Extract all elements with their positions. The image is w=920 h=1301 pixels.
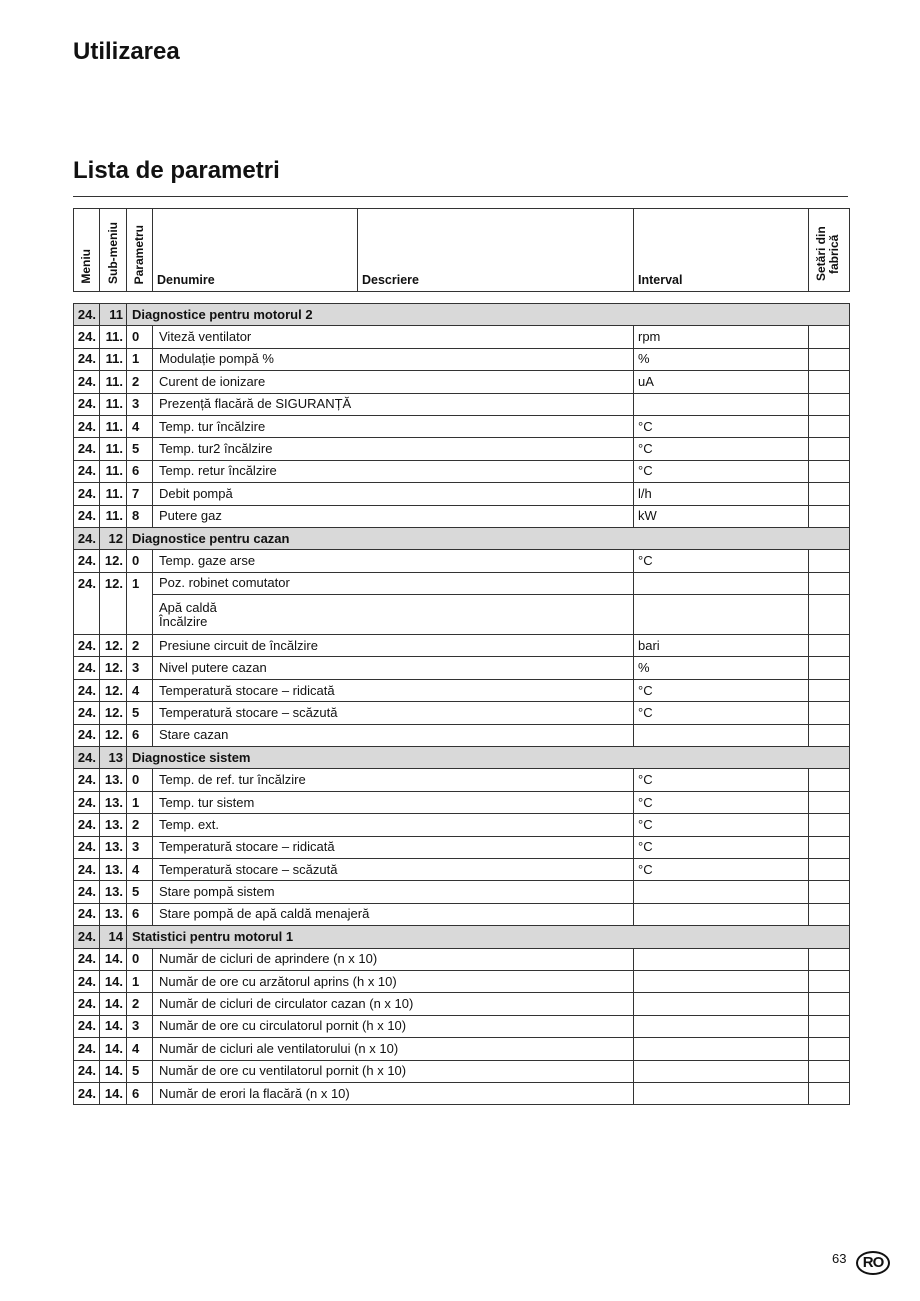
menu-cell: 24. [74,858,100,880]
param-cell: 6 [127,903,153,925]
menu-cell: 24. [74,881,100,903]
menu-cell: 24. [74,438,100,460]
interval-cell: bari [634,635,809,657]
table-row [74,348,850,370]
menu-cell: 24. [74,348,100,370]
submenu-cell: 13. [100,881,127,903]
table-row [74,1038,850,1060]
table-row [74,769,850,791]
menu-cell: 24. [74,702,100,724]
factory-setting-cell [809,371,850,393]
name-cell: Număr de cicluri de circulator cazan (n x 10) [153,993,634,1015]
name-cell: Număr de cicluri de aprindere (n x 10) [153,948,634,970]
table-row [74,1015,850,1037]
name-cell: Poz. robinet comutator [153,572,634,594]
interval-cell [634,572,809,594]
menu-cell: 24. [74,948,100,970]
menu-cell: 24. [74,393,100,415]
factory-setting-cell [809,572,850,594]
param-cell [127,595,153,635]
submenu-cell: 11. [100,505,127,527]
group-row [74,304,850,326]
menu-cell: 24. [74,1082,100,1104]
factory-setting-cell [809,635,850,657]
menu-cell: 24. [74,926,100,948]
submenu-cell: 13. [100,836,127,858]
table-row [74,393,850,415]
menu-cell: 24. [74,1015,100,1037]
table-row [74,970,850,992]
param-cell: 4 [127,415,153,437]
name-cell: Debit pompă [153,483,634,505]
factory-setting-cell [809,993,850,1015]
menu-cell: 24. [74,769,100,791]
name-cell: Nivel putere cazan [153,657,634,679]
header-param [127,209,153,292]
param-cell: 1 [127,572,153,594]
submenu-cell: 11 [100,304,127,326]
header-desc: Descriere [358,209,634,292]
interval-cell: °C [634,679,809,701]
param-cell: 4 [127,679,153,701]
table-row [74,595,850,635]
name-cell: Număr de ore cu ventilatorul pornit (h x 10) [153,1060,634,1082]
section-title: Utilizarea [73,38,180,65]
table-row [74,460,850,482]
table-row [74,371,850,393]
interval-cell: uA [634,371,809,393]
table-row [74,679,850,701]
interval-cell [634,903,809,925]
interval-cell: °C [634,858,809,880]
param-cell: 8 [127,505,153,527]
submenu-cell: 14. [100,1082,127,1104]
menu-cell: 24. [74,371,100,393]
param-cell: 0 [127,550,153,572]
submenu-cell: 11. [100,415,127,437]
group-title: Diagnostice pentru motorul 2 [127,304,850,326]
header-factory [809,209,850,292]
factory-setting-cell [809,1060,850,1082]
name-cell: Temperatură stocare – ridicată [153,679,634,701]
name-cell: Temp. ext. [153,814,634,836]
factory-setting-cell [809,595,850,635]
group-title: Diagnostice pentru cazan [127,527,850,549]
menu-cell: 24. [74,993,100,1015]
menu-cell: 24. [74,791,100,813]
menu-cell: 24. [74,304,100,326]
param-cell: 2 [127,635,153,657]
table-row [74,903,850,925]
param-cell: 1 [127,348,153,370]
interval-cell: °C [634,415,809,437]
submenu-cell: 13. [100,791,127,813]
interval-cell: kW [634,505,809,527]
factory-setting-cell [809,970,850,992]
name-cell: Număr de ore cu arzătorul aprins (h x 10) [153,970,634,992]
interval-cell [634,1038,809,1060]
menu-cell: 24. [74,724,100,746]
menu-cell: 24. [74,483,100,505]
name-cell: Temperatură stocare – scăzută [153,858,634,880]
menu-cell: 24. [74,1038,100,1060]
param-cell: 2 [127,814,153,836]
interval-cell: °C [634,769,809,791]
header-factory-label: Setări din fabrică [814,226,841,282]
table-row [74,635,850,657]
table-row [74,1082,850,1104]
factory-setting-cell [809,858,850,880]
factory-setting-cell [809,348,850,370]
group-row [74,747,850,769]
param-cell: 5 [127,438,153,460]
group-row [74,527,850,549]
name-cell: Putere gaz [153,505,634,527]
factory-setting-cell [809,769,850,791]
name-cell: Temp. de ref. tur încălzire [153,769,634,791]
factory-setting-cell [809,791,850,813]
menu-cell: 24. [74,970,100,992]
factory-setting-cell [809,836,850,858]
interval-cell: °C [634,791,809,813]
table-row [74,814,850,836]
name-cell: Număr de erori la flacără (n x 10) [153,1082,634,1104]
submenu-cell: 14. [100,1060,127,1082]
table-row [74,483,850,505]
header-menu-label: Meniu [79,249,93,284]
interval-cell: l/h [634,483,809,505]
table-row [74,550,850,572]
param-cell: 6 [127,460,153,482]
interval-cell: rpm [634,326,809,348]
header-submenu-label: Sub-meniu [105,222,120,284]
page-title: Lista de parametri [73,157,280,184]
submenu-cell: 12. [100,702,127,724]
table-row [74,836,850,858]
table-row [74,702,850,724]
param-cell: 7 [127,483,153,505]
menu-cell: 24. [74,550,100,572]
submenu-cell: 14. [100,948,127,970]
submenu-cell: 11. [100,460,127,482]
group-title: Diagnostice sistem [127,747,850,769]
submenu-cell: 12. [100,635,127,657]
factory-setting-cell [809,438,850,460]
header-menu [74,209,100,292]
name-cell: Temp. tur sistem [153,791,634,813]
name-cell: Temp. retur încălzire [153,460,634,482]
interval-cell: % [634,657,809,679]
parameter-table [73,303,850,1105]
param-cell: 4 [127,1038,153,1060]
submenu-cell: 12. [100,724,127,746]
param-cell: 0 [127,769,153,791]
submenu-cell: 13. [100,814,127,836]
header-interval: Interval [634,209,809,292]
factory-setting-cell [809,1082,850,1104]
param-cell: 3 [127,657,153,679]
submenu-cell: 14. [100,1038,127,1060]
factory-setting-cell [809,657,850,679]
menu-cell [74,595,100,635]
interval-cell [634,595,809,635]
factory-setting-cell [809,702,850,724]
param-cell: 5 [127,881,153,903]
factory-setting-cell [809,550,850,572]
table-row [74,724,850,746]
interval-cell [634,1060,809,1082]
interval-cell: °C [634,702,809,724]
table-row [74,657,850,679]
submenu-cell: 12. [100,679,127,701]
factory-setting-cell [809,948,850,970]
param-cell: 3 [127,393,153,415]
name-cell: Prezență flacără de SIGURANȚĂ [153,393,634,415]
submenu-cell: 11. [100,393,127,415]
submenu-cell: 14. [100,970,127,992]
interval-cell: °C [634,836,809,858]
menu-cell: 24. [74,415,100,437]
interval-cell [634,948,809,970]
submenu-cell: 11. [100,438,127,460]
factory-setting-cell [809,326,850,348]
interval-cell: °C [634,438,809,460]
table-row [74,993,850,1015]
group-row [74,926,850,948]
table-row [74,881,850,903]
name-cell: Număr de cicluri ale ventilatorului (n x 10) [153,1038,634,1060]
factory-setting-cell [809,903,850,925]
factory-setting-cell [809,1038,850,1060]
factory-setting-cell [809,505,850,527]
param-cell: 3 [127,836,153,858]
language-badge: RO [856,1251,890,1275]
param-cell: 0 [127,948,153,970]
interval-cell [634,970,809,992]
header-submenu [100,209,127,292]
param-cell: 6 [127,724,153,746]
param-cell: 0 [127,326,153,348]
header-name: Denumire [153,209,358,292]
submenu-cell: 14 [100,926,127,948]
interval-cell [634,393,809,415]
param-cell: 5 [127,702,153,724]
menu-cell: 24. [74,836,100,858]
factory-setting-cell [809,814,850,836]
name-cell: Număr de ore cu circulatorul pornit (h x 10) [153,1015,634,1037]
table-row [74,791,850,813]
submenu-cell: 11. [100,371,127,393]
submenu-cell: 14. [100,1015,127,1037]
menu-cell: 24. [74,679,100,701]
menu-cell: 24. [74,1060,100,1082]
name-cell: Stare cazan [153,724,634,746]
param-cell: 2 [127,993,153,1015]
factory-setting-cell [809,415,850,437]
group-title: Statistici pentru motorul 1 [127,926,850,948]
interval-cell: °C [634,814,809,836]
param-cell: 5 [127,1060,153,1082]
name-cell: Temp. gaze arse [153,550,634,572]
header-param-label: Parametru [132,224,146,284]
submenu-cell: 12. [100,657,127,679]
table-row [74,858,850,880]
param-cell: 4 [127,858,153,880]
name-cell: Apă caldă Încălzire [153,595,634,635]
interval-cell: °C [634,460,809,482]
submenu-cell: 11. [100,326,127,348]
interval-cell: % [634,348,809,370]
interval-cell [634,881,809,903]
menu-cell: 24. [74,657,100,679]
name-cell: Curent de ionizare [153,371,634,393]
name-cell: Temp. tur încălzire [153,415,634,437]
name-cell: Stare pompă sistem [153,881,634,903]
name-cell: Presiune circuit de încălzire [153,635,634,657]
submenu-cell: 13. [100,903,127,925]
factory-setting-cell [809,724,850,746]
interval-cell [634,993,809,1015]
param-cell: 6 [127,1082,153,1104]
submenu-cell: 11. [100,483,127,505]
name-cell: Temperatură stocare – scăzută [153,702,634,724]
param-cell: 2 [127,371,153,393]
table-row [74,572,850,594]
submenu-cell: 13. [100,858,127,880]
menu-cell: 24. [74,460,100,482]
table-row [74,505,850,527]
menu-cell: 24. [74,326,100,348]
table-row [74,415,850,437]
interval-cell [634,1015,809,1037]
table-row [74,948,850,970]
interval-cell [634,724,809,746]
menu-cell: 24. [74,903,100,925]
param-cell: 3 [127,1015,153,1037]
name-cell: Temperatură stocare – ridicată [153,836,634,858]
factory-setting-cell [809,460,850,482]
submenu-cell: 11. [100,348,127,370]
submenu-cell: 12 [100,527,127,549]
name-cell: Modulație pompă % [153,348,634,370]
submenu-cell: 12. [100,550,127,572]
factory-setting-cell [809,679,850,701]
menu-cell: 24. [74,505,100,527]
submenu-cell: 12. [100,572,127,594]
factory-setting-cell [809,881,850,903]
menu-cell: 24. [74,572,100,594]
page-number: 63 [832,1251,847,1266]
submenu-cell: 13. [100,769,127,791]
factory-setting-cell [809,483,850,505]
submenu-cell [100,595,127,635]
name-cell: Stare pompă de apă caldă menajeră [153,903,634,925]
menu-cell: 24. [74,747,100,769]
name-cell: Viteză ventilator [153,326,634,348]
table-row [74,326,850,348]
factory-setting-cell [809,1015,850,1037]
menu-cell: 24. [74,814,100,836]
submenu-cell: 14. [100,993,127,1015]
title-divider [73,196,848,197]
parameter-table-header [73,208,850,292]
table-row [74,1060,850,1082]
interval-cell [634,1082,809,1104]
menu-cell: 24. [74,527,100,549]
interval-cell: °C [634,550,809,572]
name-cell: Temp. tur2 încălzire [153,438,634,460]
param-cell: 1 [127,791,153,813]
param-cell: 1 [127,970,153,992]
factory-setting-cell [809,393,850,415]
menu-cell: 24. [74,635,100,657]
submenu-cell: 13 [100,747,127,769]
table-row [74,438,850,460]
